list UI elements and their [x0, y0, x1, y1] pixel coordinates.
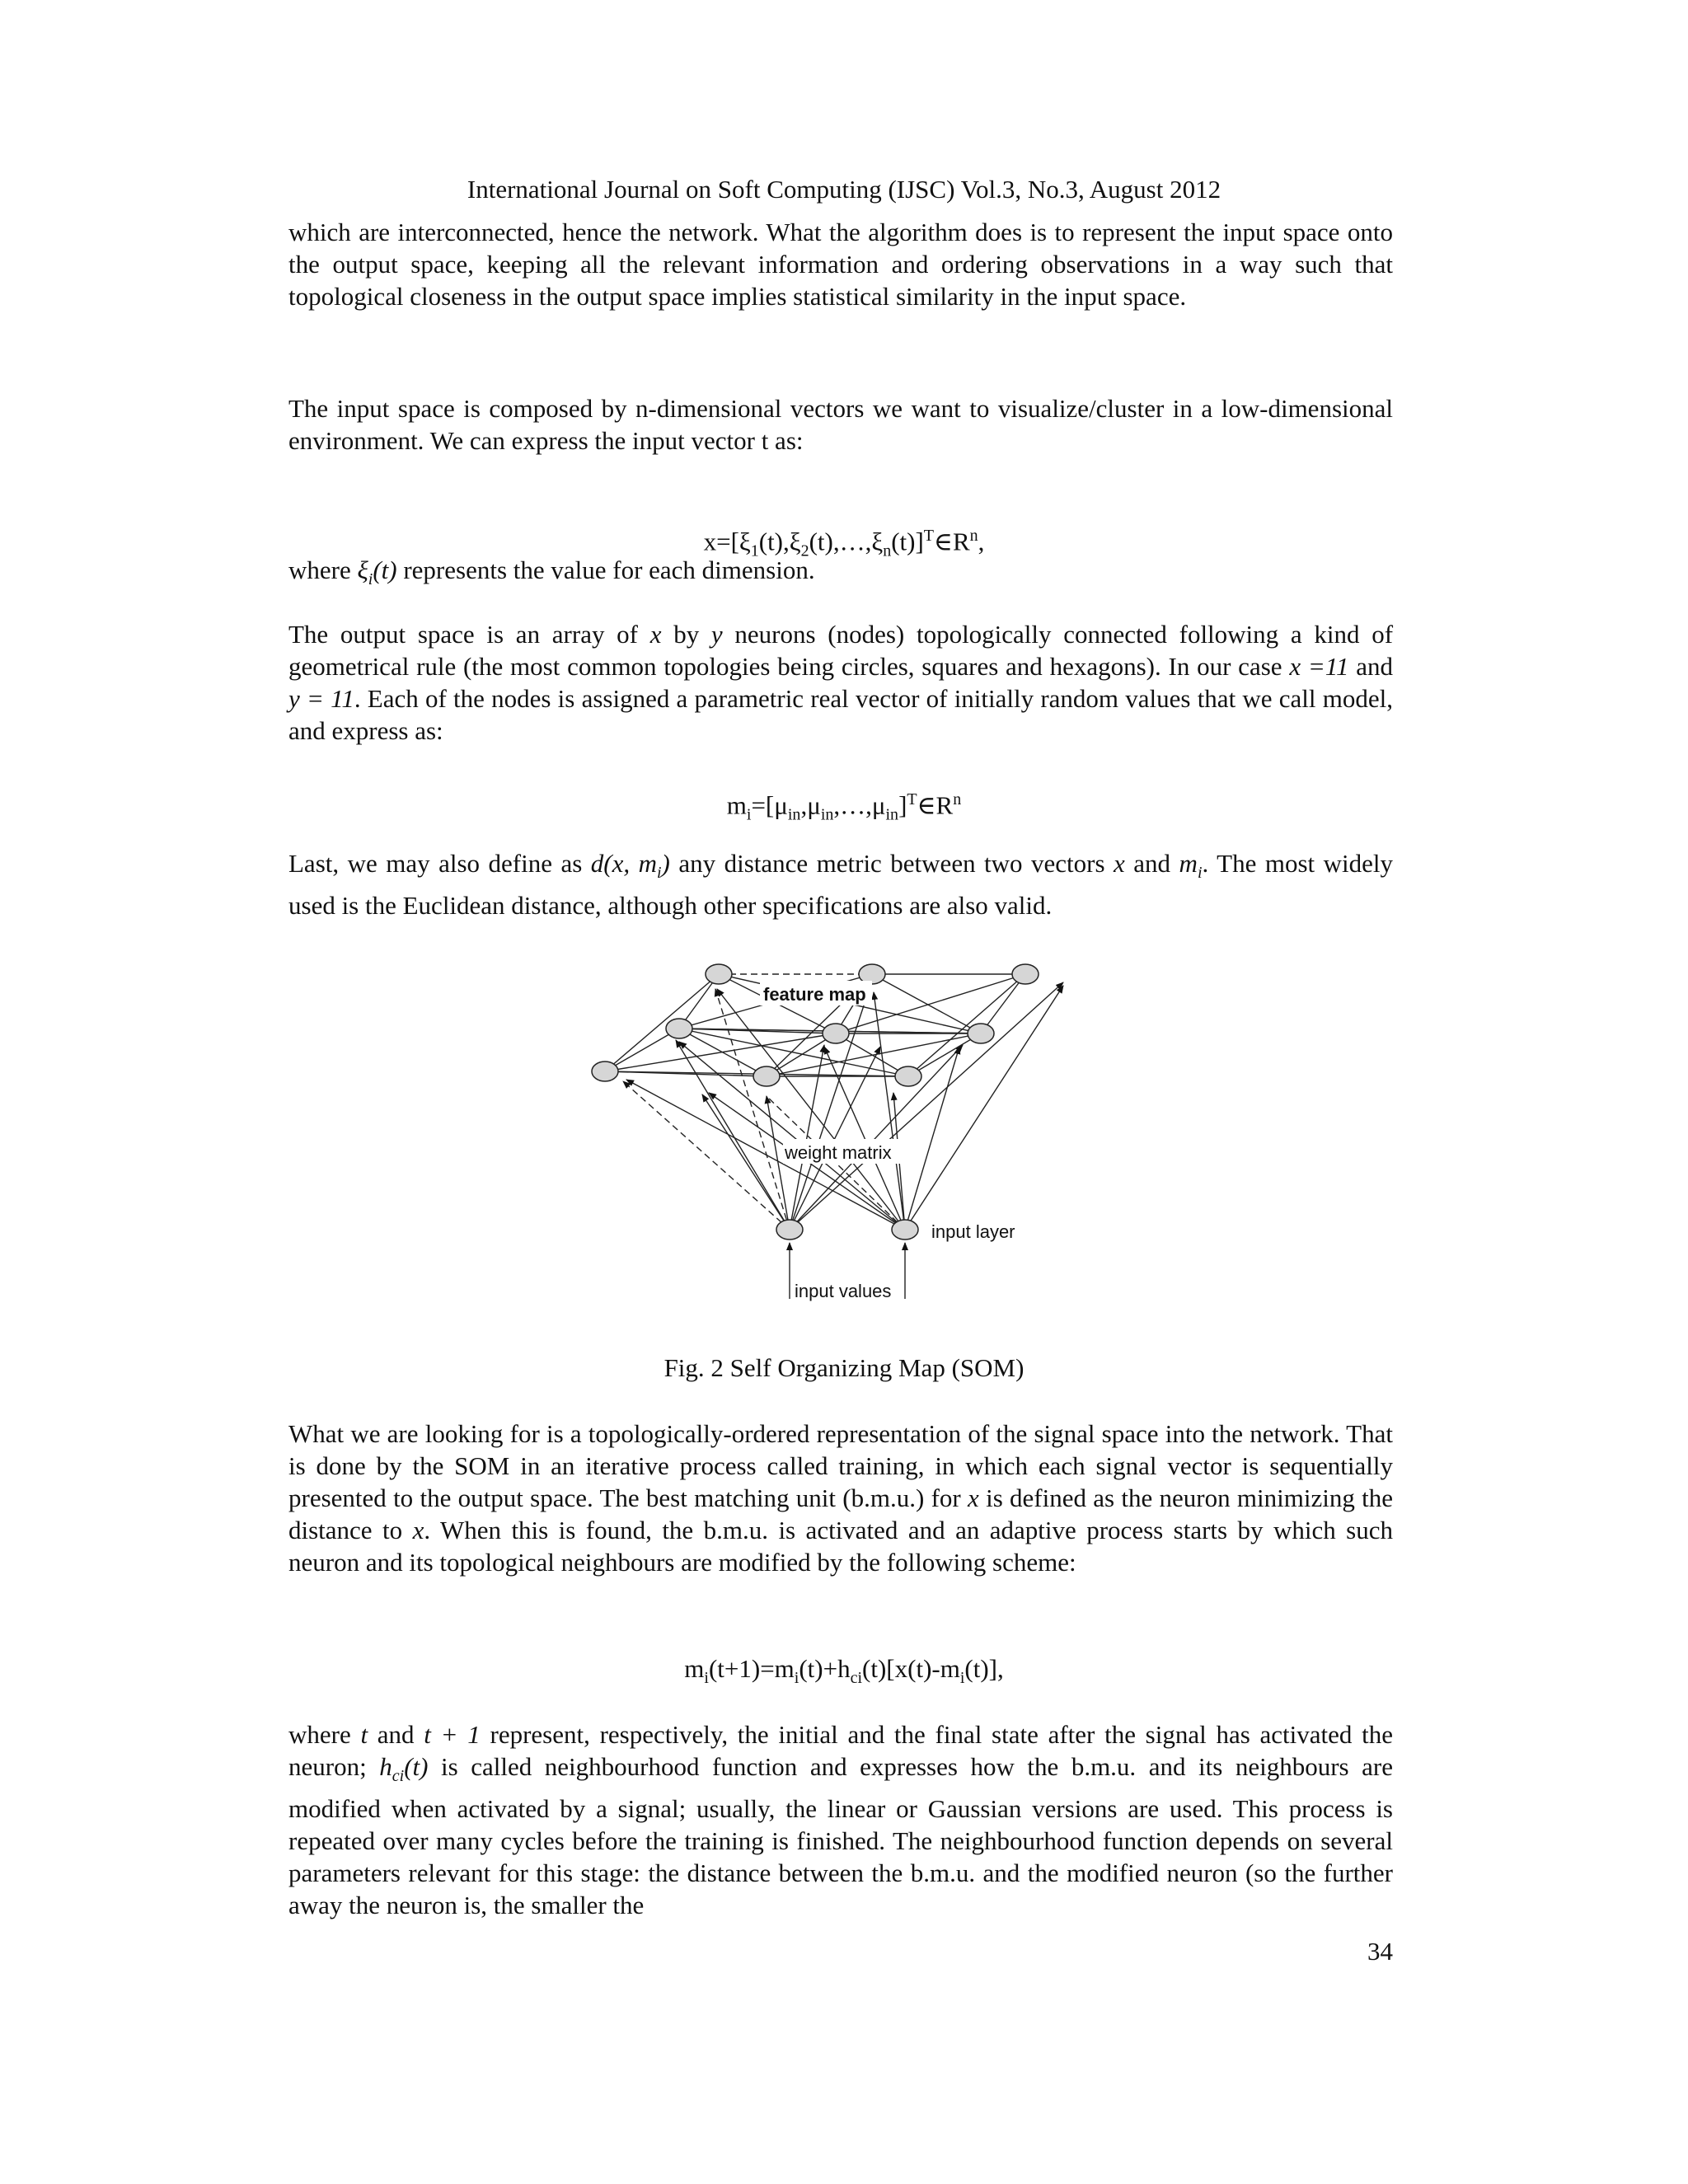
input-node [892, 1220, 918, 1240]
som-diagram [577, 931, 1137, 1327]
input-layer-label: input layer [931, 1221, 1015, 1242]
map-node [895, 1066, 921, 1086]
journal-header: International Journal on Soft Computing (IJSC) Vol.3, No.3, August 2012 [467, 175, 1221, 204]
page-number: 34 [1367, 1937, 1393, 1966]
input-node [776, 1220, 803, 1240]
map-node [592, 1062, 618, 1081]
neurons [592, 964, 1039, 1240]
paragraph-2: The input space is composed by n-dimensional vectors we want to visualize/cluster in a low-dimensional environment. We can express the input vector t as: [288, 394, 1393, 455]
paragraph-6: What we are looking for is a topologically-ordered representation of the signal space into the network. That is done by the SOM in an iterative process called training, in which each signal vector is sequentially presented to the output space. The best matching unit (b.m.u.) for x is defined as the neuron minimizing the distance to x. When this is found, the b.m.u. is activated and an adaptive process starts by which such neuron and its topological neighbours are modified by the following scheme: [288, 1419, 1394, 1577]
equation-update-rule: $m_i(t+1)=m_i(t)+h_{ci}(t)[x(t)-m_i(t)]$, [684, 1654, 1004, 1688]
paragraph-7: where t and t + 1 represent, respectively, the initial and the final state after the signal has activated the neuron; $h_{ci}(t)$ is called neighbourhood function and expresses how the b.m.u. and its neighbours are modified when activated by a signal; usually, the linear or Gaussian versions are used. This process is repeated over many cycles before the training is finished. The neighbourhood function depends on several parameters relevant for this stage: the distance between the b.m.u. and the modified neuron (so the further away the neuron is, the smaller the [288, 1720, 1393, 1920]
feature-map-label: feature map [763, 984, 866, 1005]
map-node [753, 1066, 780, 1086]
map-node [1012, 964, 1039, 984]
equation-input-vector: $x=[\xi_1(t),\xi_2(t),\dots,\xi_n(t)]^T\in R^n$, [703, 527, 985, 560]
map-node [823, 1024, 849, 1043]
paragraph-5: Last, we may also define as d(x, $m_i$) any distance metric between two vectors x and $m_i$. The most widely used is the Euclidean distance, although other specifications are also valid. [288, 849, 1393, 921]
map-node [706, 964, 732, 984]
map-node [968, 1024, 994, 1043]
paragraph-3: where $\xi_i(t)$ represents the value for each dimension. [288, 555, 815, 589]
paragraph-4: The output space is an array of x by y neurons (nodes) topologically connected following a kind of geometrical rule (the most common topologies being circles, squares and hexagons). In our case x =11 and y = 11. Each of the nodes is assigned a parametric real vector of initially random values that we call model, and express as: [288, 620, 1394, 745]
equation-model-vector: $m_i=[\mu_{in},\mu_{in},\dots,\mu_{in}]^T\in R^n$ [726, 790, 962, 824]
map-node [666, 1019, 692, 1038]
figure-caption: Fig. 2 Self Organizing Map (SOM) [663, 1353, 1025, 1382]
weight-matrix-label: weight matrix [785, 1142, 892, 1163]
input-values-label: input values [795, 1281, 892, 1301]
paragraph-1: which are interconnected, hence the network. What the algorithm does is to represent the input space onto the output space, keeping all the relevant information and ordering observations in a way such that topological closeness in the output space implies statistical similarity in the input space. [288, 218, 1393, 311]
